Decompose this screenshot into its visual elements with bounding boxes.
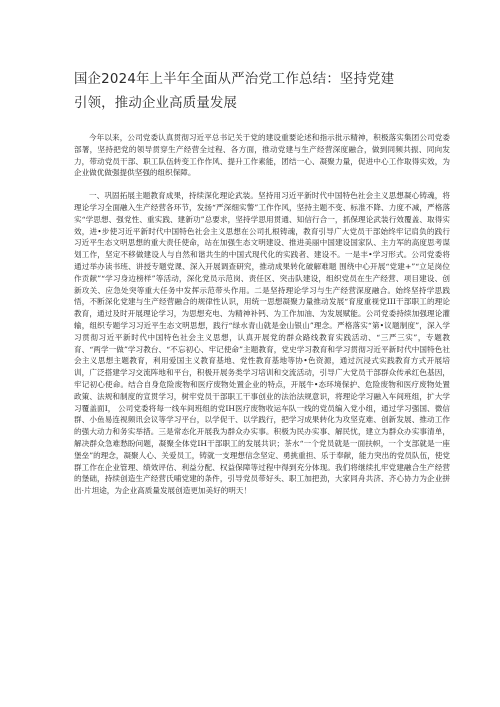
section-one-paragraph: 一、巩固拓展主题教育成果，持续深化理论武装。坚持用习近平新时代中国特色社会主义思想凝心铸魂，将理论学习全面融入生产经营各环节，发扬“严深细实警”工作作风，坚持主题不变、标准不降、力度不减，严格落实“学思想、强党性、重实践、建新功”总要求，坚持学思用贯通、知信行合一，抓保理论武装行效覆盖、取得实效，进•步使习近平新时代中国特色社会主义思想在公司扎根铸魂，教育引导广大党员干部始终牢记肩负的践行习近平生态文明思想的重大责任使命，站在加强生态文明建设、推进美丽中国建设国家队、主力军的高度思考谋划工作，坚定不移做建设人与自然和谐共生的中国式现代化的实践者、建设不。一是丰•学习形式。公司党委将通过举办读书班、讲授专题党课、深入开展调查研究，推动成果转化破解难题 围绕中心开展“党建+”“立足岗位作贡献”“学习身边榜样”等活动，深化党员示范岗、责任区、突击队建设，组织党员在生产经营、项目建设、创新攻关、应急处突等重大任务中发挥示范带头作用。二是坚持理论学习与生产经营深度融合。始终坚持学思践悟，不断深化党建与生产经营融合的规律性认识，用统一思想凝聚力量推动发展“育度重视党III干部职工的理论教育，通过及时开展理论学习，为思想充电、为精神补钙、为工作加油、为发展赋能。公司党委持续加强理论灌输，组织专题学习习近平生态文明思想，践行“绿水青山就是金山银山”理念。严格落实“第•议题制度”，深入学习贯彻习近平新时代中国特色社会主义思想，认真开展党的群众路线教育实践活动、“三严三实”，专题教育、“两学一做”学习教台、“不忘初心、牢记使命”主题教育，党史学习教育和学习贯彻习近平新时代中国特色社会主义思想主题教育，利用爱国主义教育基地、党性教育基地等协•色资源，通过沉浸式实践教育方式开展培训，广泛搭建学习交流阵地和平台，积极开展务类学习培训和交流活动，引导广大党员干部群众传承红色基因，牢记初心使命。结合自身危险废物和医疗废物处置企业的特点，开展牛•态环境保护、危险废物和医疗废物处置政策、法规和制度的宣贯学习，树牢党员干部职工干事创业的法治法规意识，将理论学习融入车间班组，扩大学习覆盖面I， 公司党委将每一线车间班组的党IH医疗废物收运车队一线的党员编入党小组，通过学习强国、微信群、小鱼易连视频讯会议等学习平台，以学促干、以学践行，把学习成果转化为攻坚克难、创新发展、推动工作的强大动力和务实举措。三是常态化开展我为群众办实事。积极为民办实事、解民忧，建立为群众办实事清单，解决群众急难愁盼问题，凝聚全体党IH干部职工的发展共识；茶水“一个党员就是一面扶帜，一个支部就是一座堡垒”的理念，凝聚人心、关爱员工，铸就一支理想信念坚定、勇挑重担、乐于奉献，能力突出的党员队伍，使党群工作在企业管理、绩效评估、利益分配、权益保障等过程中得到充分体现。我们将继续扎牢党建融合生产经营的堡础，持续创造生产经营氏哺党建的条件，引导党员带好头、职工加把劲，大家同舟共济、齐心协力为企业拼出·片坦途，为企业高质量发展创造更加美好的明天！	[74, 191, 450, 496]
document-body	[74, 132, 450, 497]
intro-paragraph: 今年以来，公司党委认真贯彻习近平总书记关于党的建设重要论述和指示批示精神，积极落实集团公司党委部署，坚持把党的领导贯穿生产经营全过程、各方面，推动党建与生产经营深度融合，做到同频共振、同向发力，带动党员干部、职工队伍转变工作作风、提升工作素能，团结一心、凝聚力量，促进中心工作取得实效，为企业做优做强提供坚强的组织保障。	[74, 133, 450, 178]
title-line-2: 引领，推动企业高质量发展	[74, 96, 238, 111]
document-title	[74, 68, 450, 116]
title-line-1: 国企2024年上半年全面从严治党工作总结：坚持党建	[74, 72, 395, 87]
